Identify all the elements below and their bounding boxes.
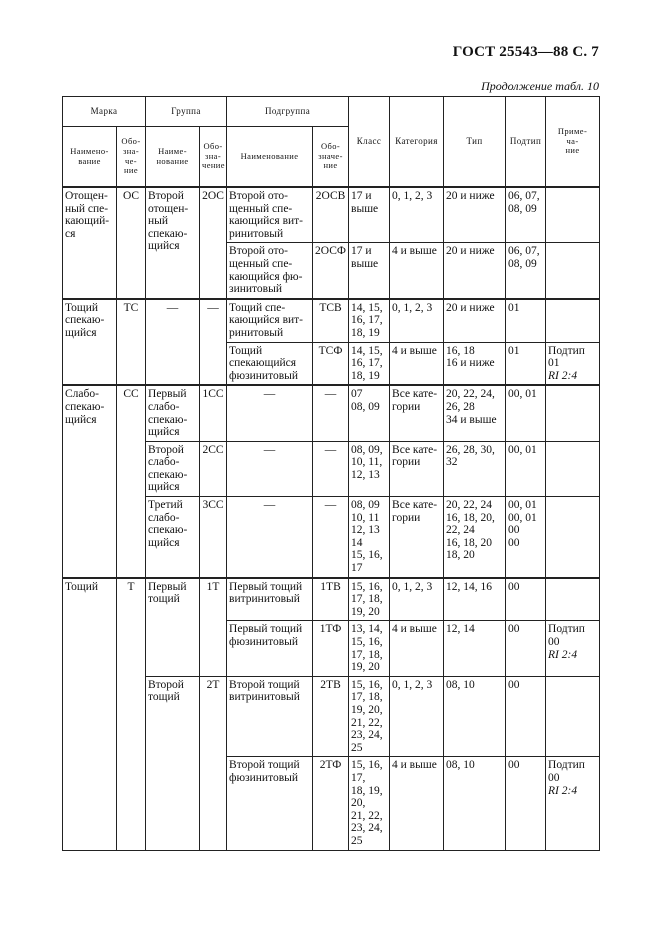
coal-classification-table [62,96,600,851]
note-text: Подтип 00 [548,623,585,648]
gruppa-name: — [146,299,200,386]
marka-name: Слабо- спекаю- щийся [63,385,117,577]
tip-cell: 08, 10 [444,757,506,850]
gruppa-code: 1Т [200,578,227,677]
gruppa-name: Первый тощий [146,578,200,677]
podtip-cell: 06, 07, 08, 09 [506,187,546,243]
table-row [63,187,600,243]
podgruppa-code: 2ТВ [313,676,349,757]
podgruppa-name: Второй тощий фюзинитовый [227,757,313,850]
kategoriya-cell: 0, 1, 2, 3 [390,299,444,342]
gruppa-code: 2ОС [200,187,227,299]
marka-code: Т [117,578,146,850]
header-tip: Тип [444,97,506,188]
podtip-cell: 01 [506,342,546,385]
note-reference: RI 2:4 [548,648,578,661]
header-podgruppa-name: Наименование [227,127,313,188]
header-marka: Марка [63,97,146,127]
podgruppa-code: 1ТВ [313,578,349,621]
note-cell [546,676,600,757]
podgruppa-code: 1ТФ [313,621,349,676]
header-gruppa-code: Обо- зна- чение [200,127,227,188]
podtip-cell: 00 [506,676,546,757]
podgruppa-code: 2ОСФ [313,243,349,299]
gruppa-code: — [200,299,227,386]
tip-cell: 20 и ниже [444,299,506,342]
marka-name: Отощен- ный спе- кающий- ся [63,187,117,299]
gruppa-code: 1СС [200,385,227,441]
podgruppa-code: ТСФ [313,342,349,385]
tip-cell: 20, 22, 24 16, 18, 20, 22, 24 16, 18, 20 18, 20 [444,497,506,578]
kategoriya-cell: 4 и выше [390,621,444,676]
kategoriya-cell: 4 и выше [390,243,444,299]
note-text: Подтип 01 [548,344,585,370]
header-marka-code: Обо- зна- че- ние [117,127,146,188]
note-cell [546,385,600,441]
klass-cell: 15, 16, 17, 18, 19, 20, 21, 22, 23, 24, 25 [349,676,390,757]
note-cell [546,342,600,385]
podgruppa-name: Тощий спе- кающийся вит- ринитовый [227,299,313,342]
gruppa-name: Второй отощен- ный спекаю- щийся [146,187,200,299]
note-reference: RI 2:4 [548,369,578,382]
header-klass: Класс [349,97,390,188]
table-row [63,385,600,441]
marka-code: ТС [117,299,146,386]
header-podtip: Подтип [506,97,546,188]
podgruppa-code: — [313,385,349,441]
klass-cell: 17 и выше [349,243,390,299]
gruppa-code: 2СС [200,441,227,496]
header-kategoriya: Категория [390,97,444,188]
podtip-cell: 00 [506,621,546,676]
kategoriya-cell: 4 и выше [390,757,444,850]
tip-cell: 20, 22, 24, 26, 28 34 и выше [444,385,506,441]
klass-cell: 17 и выше [349,187,390,243]
kategoriya-cell: Все кате- гории [390,385,444,441]
gruppa-name: Второй тощий [146,676,200,850]
table-row [63,578,600,621]
tip-cell: 20 и ниже [444,243,506,299]
tip-cell: 20 и ниже [444,187,506,243]
header-marka-name: Наимено- вание [63,127,117,188]
header-podgruppa: Подгруппа [227,97,349,127]
tip-cell: 12, 14 [444,621,506,676]
gruppa-name: Второй слабо- спекаю- щийся [146,441,200,496]
podtip-cell: 00, 01 [506,441,546,496]
note-reference: RI 2:4 [548,784,578,797]
marka-name: Тощий [63,578,117,850]
tip-cell: 12, 14, 16 [444,578,506,621]
marka-code: ОС [117,187,146,299]
note-cell [546,621,600,676]
note-cell [546,497,600,578]
podtip-cell: 00 [506,578,546,621]
podtip-cell: 01 [506,299,546,342]
header-gruppa-name: Наиме- нование [146,127,200,188]
gruppa-name: Первый слабо- спекаю- щийся [146,385,200,441]
kategoriya-cell: 0, 1, 2, 3 [390,676,444,757]
klass-cell: 08, 09 10, 11 12, 13 14 15, 16, 17 [349,497,390,578]
kategoriya-cell: Все кате- гории [390,497,444,578]
page-header: ГОСТ 25543—88 С. 7 [452,44,599,60]
gruppa-name: Третий слабо- спекаю- щийся [146,497,200,578]
podgruppa-name: Второй ото- щенный спе- кающийся фю- зинитовый [227,243,313,299]
klass-cell: 13, 14, 15, 16, 17, 18, 19, 20 [349,621,390,676]
marka-name: Тощий спекаю- щийся [63,299,117,386]
note-cell [546,187,600,243]
podgruppa-code: 2ТФ [313,757,349,850]
tip-cell: 08, 10 [444,676,506,757]
klass-cell: 15, 16, 17, 18, 19, 20, 21, 22, 23, 24, 25 [349,757,390,850]
klass-cell: 14, 15, 16, 17, 18, 19 [349,299,390,342]
kategoriya-cell: 4 и выше [390,342,444,385]
continuation-note: Продолжение табл. 10 [481,79,599,93]
marka-code: СС [117,385,146,577]
podgruppa-name: Второй ото- щенный спе- кающийся вит- ринитовый [227,187,313,243]
podgruppa-code: 2ОСВ [313,187,349,243]
podgruppa-code: ТСВ [313,299,349,342]
kategoriya-cell: 0, 1, 2, 3 [390,187,444,243]
header-gruppa: Группа [146,97,227,127]
podtip-cell: 06, 07, 08, 09 [506,243,546,299]
header-podgruppa-code: Обо- значе- ние [313,127,349,188]
podgruppa-code: — [313,441,349,496]
podgruppa-name: Первый тощий витринитовый [227,578,313,621]
note-cell [546,441,600,496]
podgruppa-name: — [227,497,313,578]
note-cell [546,578,600,621]
podgruppa-code: — [313,497,349,578]
podgruppa-name: — [227,441,313,496]
note-cell [546,757,600,850]
header-primechanie: Приме- ча- ние [546,97,600,188]
note-text: Подтип 00 [548,759,585,784]
tip-cell: 26, 28, 30, 32 [444,441,506,496]
podtip-cell: 00, 01 00, 01 00 00 [506,497,546,578]
klass-cell: 15, 16, 17, 18, 19, 20 [349,578,390,621]
podtip-cell: 00, 01 [506,385,546,441]
note-cell [546,299,600,342]
klass-cell: 07 08, 09 [349,385,390,441]
table-row [63,299,600,342]
podgruppa-name: Первый тощий фюзинитовый [227,621,313,676]
podtip-cell: 00 [506,757,546,850]
klass-cell: 08, 09, 10, 11, 12, 13 [349,441,390,496]
tip-cell: 16, 18 16 и ниже [444,342,506,385]
note-cell [546,243,600,299]
kategoriya-cell: 0, 1, 2, 3 [390,578,444,621]
podgruppa-name: — [227,385,313,441]
podgruppa-name: Второй тощий витринитовый [227,676,313,757]
gruppa-code: 2Т [200,676,227,850]
kategoriya-cell: Все кате- гории [390,441,444,496]
gruppa-code: 3СС [200,497,227,578]
klass-cell: 14, 15, 16, 17, 18, 19 [349,342,390,385]
podgruppa-name: Тощий спекающийся фюзинитовый [227,342,313,385]
